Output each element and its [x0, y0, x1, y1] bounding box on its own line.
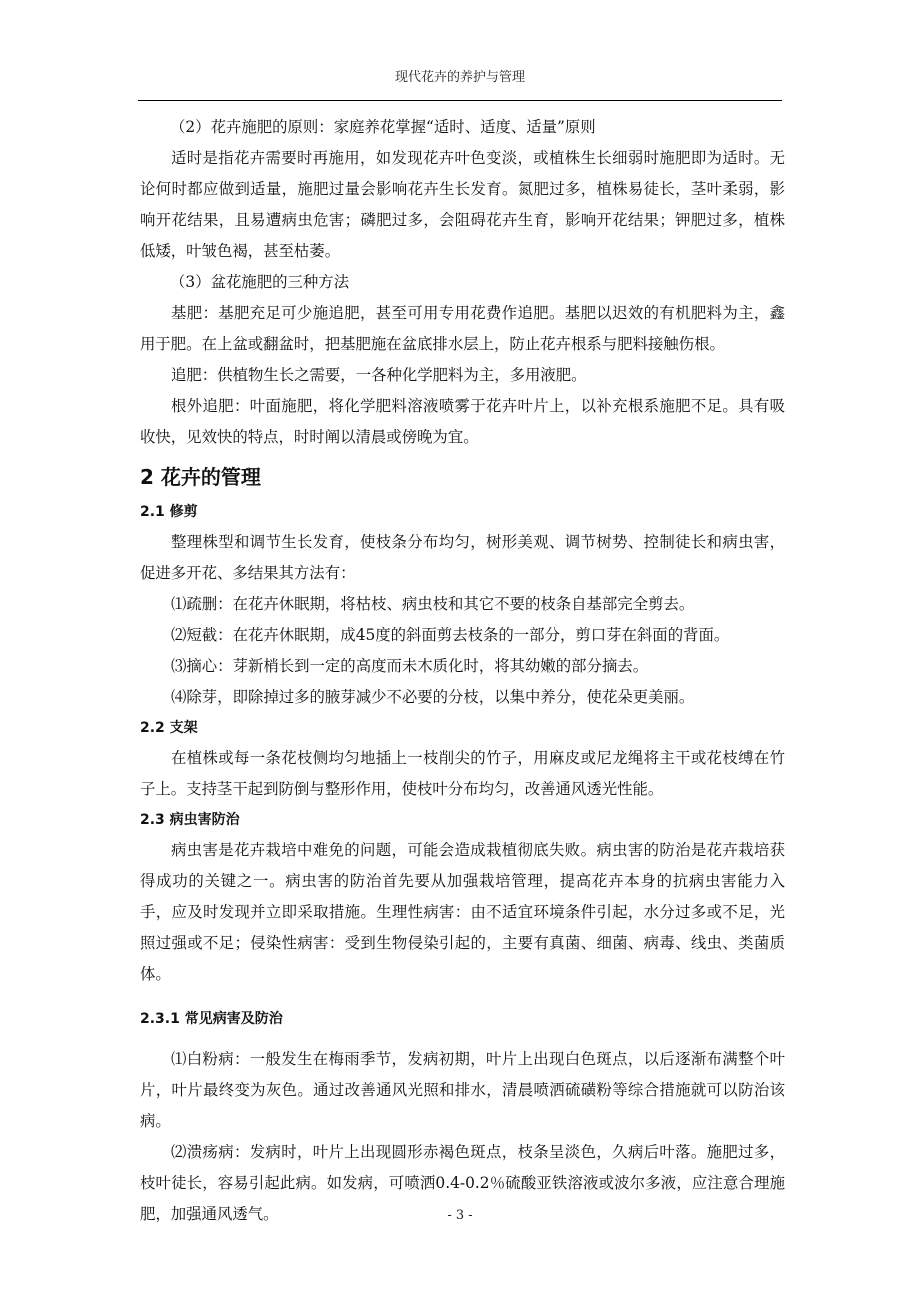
list-item: ⑷除芽，即除掉过多的腋芽减少不必要的分枝，以集中养分，使花朵更美丽。: [171, 688, 695, 706]
paragraph: 根外追肥：叶面施肥，将化学肥料溶液喷雾于花卉叶片上，以补充根系施肥不足。具有吸收快，见效快的特点，时时阐以清晨或傍晚为宜。: [140, 397, 785, 446]
page-number: - 3 -: [447, 1208, 473, 1223]
paragraph: （3）盆花施肥的三种方法: [170, 273, 350, 291]
subsection-heading: 2.3 病虫害防治: [140, 812, 240, 828]
subsection-heading: 2.1 修剪: [140, 504, 198, 520]
paragraph: 整理株型和调节生长发育，使枝条分布均匀，树形美观、调节树势、控制徒长和病虫害，促进多开花、多结果其方法有：: [140, 533, 785, 582]
header-rule: [138, 100, 782, 101]
paragraph: 适时是指花卉需要时再施用，如发现花卉叶色变淡，或植株生长细弱时施肥即为适时。无论何时都应做到适量，施肥过量会影响花卉生长发育。氮肥过多，植株易徒长，茎叶柔弱，影响开花结果，且易遭病虫危害；磷肥过多，会阻碍花卉生育，影响开花结果；钾肥过多，植株低矮，叶皱色褐，甚至枯萎。: [140, 149, 785, 260]
page-header: 现代花卉的养护与管理: [394, 70, 525, 85]
list-item: ⑶摘心：芽新梢长到一定的高度而未木质化时，将其幼嫩的部分摘去。: [171, 657, 649, 675]
subsubsection-heading: 2.3.1 常见病害及防治: [140, 1011, 283, 1027]
paragraph: 追肥：供植物生长之需要，一各种化学肥料为主，多用液肥。: [171, 366, 587, 384]
paragraph: 基肥：基肥充足可少施追肥，甚至可用专用花费作追肥。基肥以迟效的有机肥料为主，鑫用于肥。在上盆或翻盆时，把基肥施在盆底排水层上，防止花卉根系与肥料接触伤根。: [140, 304, 785, 353]
subsection-heading: 2.2 支架: [140, 720, 198, 736]
list-item: ⑴白粉病：一般发生在梅雨季节，发病初期，叶片上出现白色斑点，以后逐渐布满整个叶片，叶片最终变为灰色。通过改善通风光照和排水，清晨喷洒硫磺粉等综合措施就可以防治该病。: [140, 1050, 785, 1130]
paragraph: 病虫害是花卉栽培中难免的问题，可能会造成栽植彻底失败。病虫害的防治是花卉栽培获得成功的关键之一。病虫害的防治首先要从加强栽培管理，提高花卉本身的抗病虫害能力入手，应及时发现并立即采取措施。生理性病害：由不适宜环境条件引起，水分过多或不足，光照过强或不足；侵染性病害：受到生物侵染引起的，主要有真菌、细菌、病毒、线虫、类菌质体。: [140, 841, 785, 983]
paragraph: （2）花卉施肥的原则：家庭养花掌握“适时、适度、适量”原则: [170, 118, 596, 136]
list-item: ⑴疏删：在花卉休眠期，将枯枝、病虫枝和其它不要的枝条自基部完全剪去。: [171, 595, 695, 613]
document-body: [140, 112, 785, 1230]
section-heading: 2 花卉的管理: [140, 465, 261, 489]
list-item: ⑵溃疡病：发病时，叶片上出现圆形赤褐色斑点，枝条呈淡色，久病后叶落。施肥过多，枝叶徒长，容易引起此病。如发病，可喷洒0.4-0.2％硫酸亚铁溶液或波尔多液，应注意合理施肥，加强通风透气。: [140, 1143, 785, 1223]
list-item: ⑵短截：在花卉休眠期，成45度的斜面剪去枝条的一部分，剪口芽在斜面的背面。: [171, 626, 730, 644]
paragraph: 在植株或每一条花枝侧均匀地插上一枝削尖的竹子，用麻皮或尼龙绳将主干或花枝缚在竹子上。支持茎干起到防倒与整形作用，使枝叶分布均匀，改善通风透光性能。: [140, 749, 785, 798]
